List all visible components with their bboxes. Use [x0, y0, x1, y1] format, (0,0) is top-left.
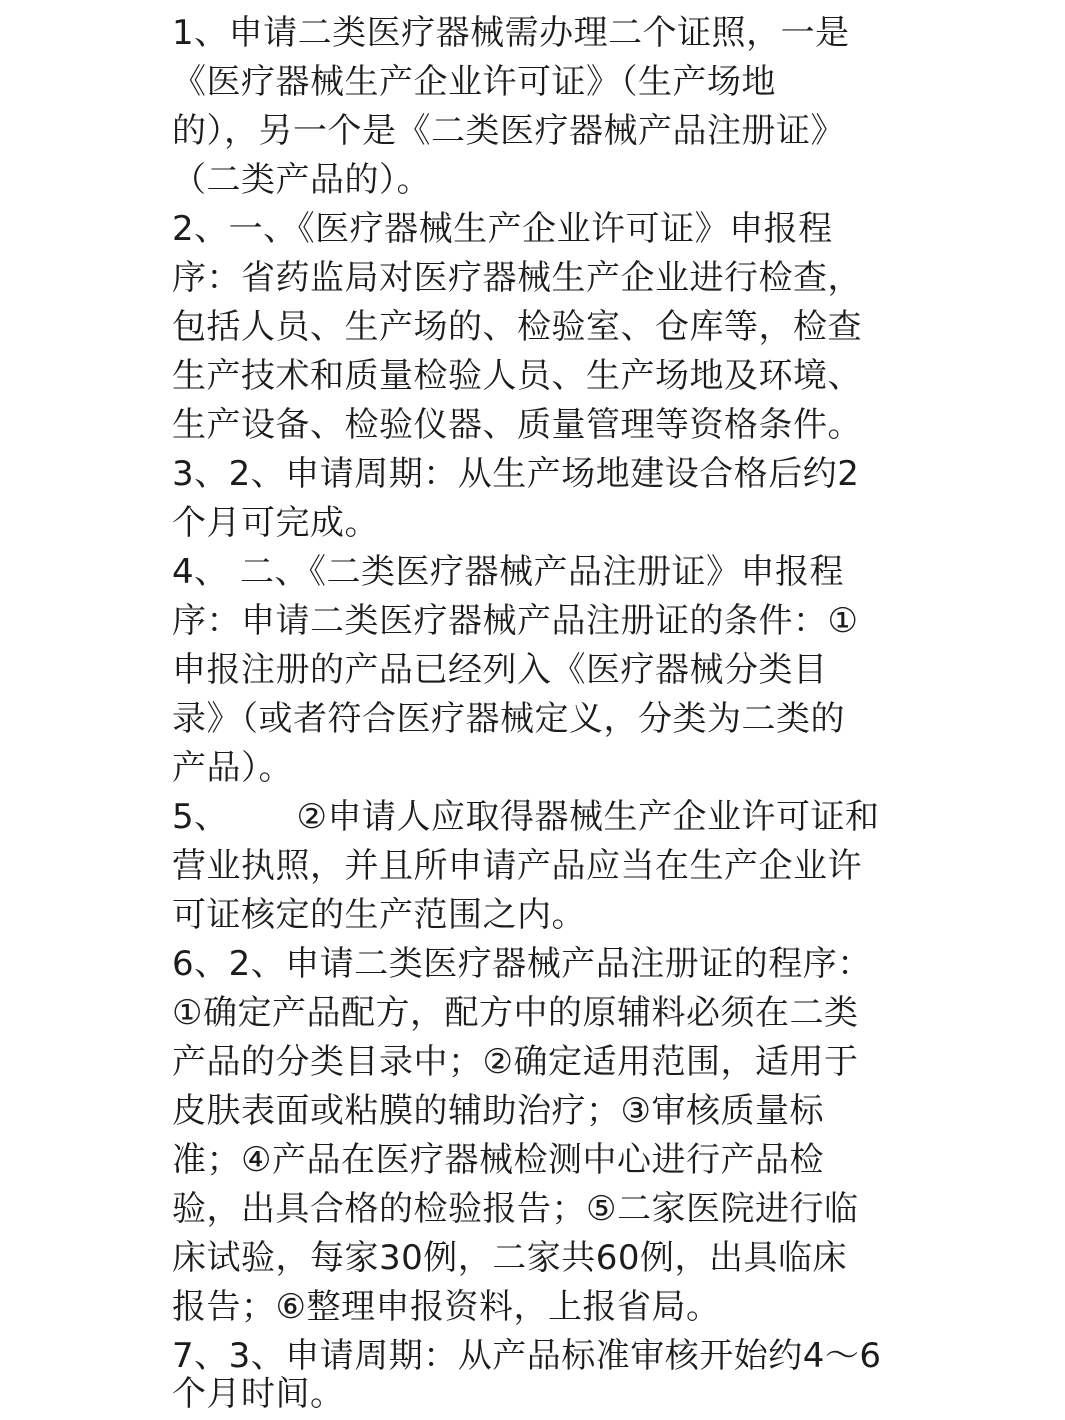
text-line: 验，出具合格的检验报告；⑤二家医院进行临 [172, 1189, 859, 1229]
text-line: 生产设备、检验仪器、质量管理等资格条件。 [172, 405, 862, 445]
text-line: 7、3、申请周期：从产品标准审核开始约4～6 [172, 1336, 882, 1376]
text-line: 6、2、申请二类医疗器械产品注册证的程序： [172, 944, 872, 984]
text-line: 1、申请二类医疗器械需办理二个证照，一是 [172, 13, 850, 53]
text-line: 个月可完成。 [172, 503, 379, 543]
text-line: ①确定产品配方，配方中的原辅料必须在二类 [172, 993, 859, 1033]
text-line: 准；④产品在医疗器械检测中心进行产品检 [172, 1140, 824, 1180]
text-line: 营业执照，并且所申请产品应当在生产企业许 [172, 846, 862, 886]
text-line: 2、一、《医疗器械生产企业许可证》申报程 [172, 209, 833, 249]
text-line: 的），另一个是《二类医疗器械产品注册证》 [172, 111, 845, 151]
text-line: 包括人员、生产场的、检验室、仓库等，检查 [172, 307, 862, 347]
text-line: 可证核定的生产范围之内。 [172, 895, 586, 935]
text-line: 皮肤表面或粘膜的辅助治疗；③审核质量标 [172, 1091, 824, 1131]
text-line: 序：申请二类医疗器械产品注册证的条件：① [172, 601, 859, 641]
text-line: 产品）。 [172, 748, 293, 788]
text-line: 《医疗器械生产企业许可证》（生产场地 [172, 62, 776, 102]
text-line: 录》（或者符合医疗器械定义，分类为二类的 [172, 699, 845, 739]
text-line: 5、 ②申请人应取得器械生产企业许可证和 [172, 797, 880, 837]
text-line: 生产技术和质量检验人员、生产场地及环境、 [172, 356, 862, 396]
text-line: 报告；⑥整理申报资料，上报省局。 [172, 1287, 721, 1327]
text-line: 序：省药监局对医疗器械生产企业进行检查， [172, 258, 862, 298]
text-line: 床试验，每家30例，二家共60例，出具临床 [172, 1238, 848, 1278]
text-line: 个月时间。 [172, 1374, 345, 1414]
text-line: 3、2、申请周期：从生产场地建设合格后约2 [172, 454, 860, 494]
text-line: （二类产品的）。 [172, 160, 431, 200]
text-line: 申报注册的产品已经列入《医疗器械分类目 [172, 650, 828, 690]
text-line: 产品的分类目录中；②确定适用范围，适用于 [172, 1042, 859, 1082]
text-line: 4、 二、《二类医疗器械产品注册证》申报程 [172, 552, 844, 592]
